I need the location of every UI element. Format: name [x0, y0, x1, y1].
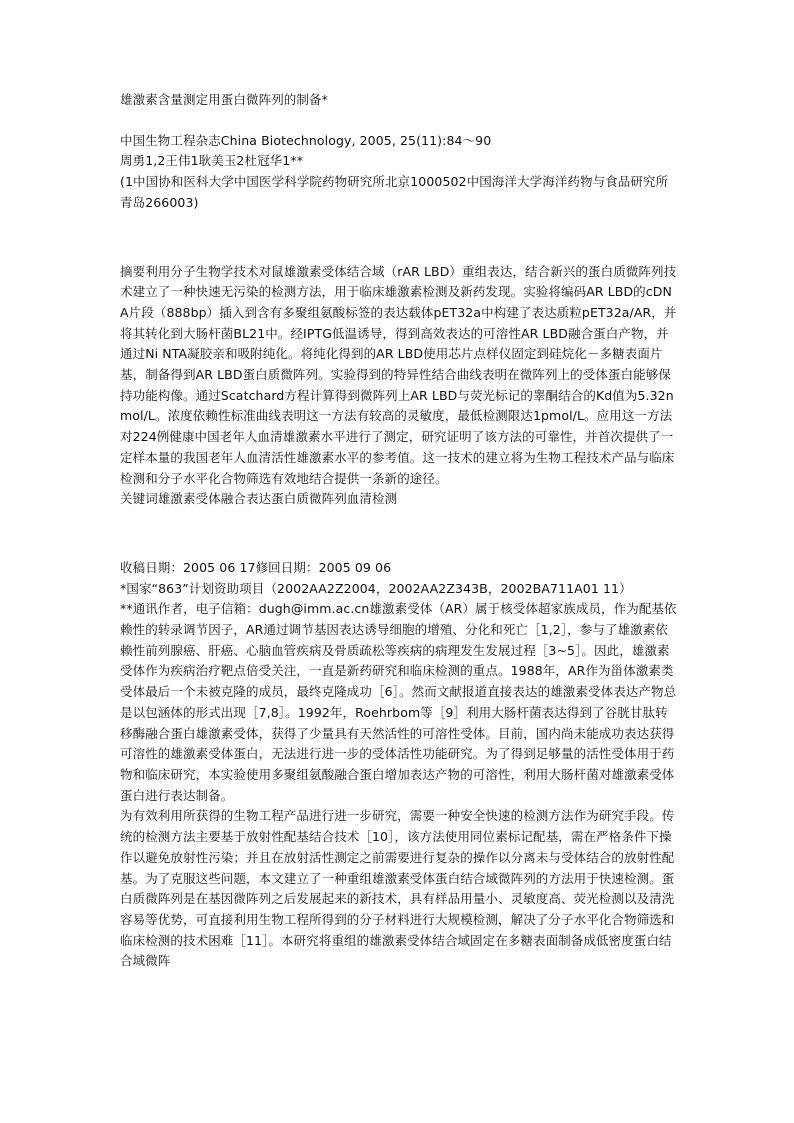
keywords: 关键词雄激素受体融合表达蛋白质微阵列血清检测 — [120, 491, 398, 507]
article-metadata — [120, 131, 680, 214]
document-page — [120, 90, 680, 972]
body-section — [120, 558, 680, 972]
abstract-section — [120, 262, 680, 510]
funding-note: *国家“863”计划资助项目（2002AA2Z2004，2002AA2Z343B，2002BA711A01 11） — [120, 580, 632, 596]
author-affiliation: (1中国协和医科大学中国医学科学院药物研究所北京1000502中国海洋大学海洋药物与食品研究所青岛266003) — [120, 174, 669, 210]
paper-title: 雄激素含量测定用蛋白微阵列的制备* — [120, 92, 328, 107]
body-paragraph: 为有效利用所获得的生物工程产品进行进一步研究，需要一种安全快速的检测方法作为研究手段。传统的检测方法主要基于放射性配基结合技术［10］，该方法使用同位素标记配基，需在严格条件下操作以避免放射性污染；并且在放射活性测定之前需要进行复杂的操作以分离未与受体结合的放射性配基。为了克服这些问题，本文建立了一种重组雄激素受体蛋白结合域微阵列的方法用于快速检测。蛋白质微阵列是在基因微阵列之后发展起来的新技术，具有样品用量小、灵敏度高、荧光检测以及清洗容易等优势，可直接利用生物工程所得到的分子材料进行大规模检测，解决了分子水平化合物筛选和临床检测的技术困难［11］。本研究将重组的雄激素受体结合域固定在多糖表面制备成低密度蛋白结合域微阵 — [120, 808, 675, 969]
body-paragraph: **通讯作者，电子信箱：dugh@imm.ac.cn雄激素受体（AR）属于核受体超家族成员，作为配基依赖性的转录调节因子，AR通过调节基因表达诱导细胞的增殖、分化和死亡［1,2］，参与了雄激素依赖性前列腺癌、肝癌、心脑血管疾病及骨质疏松等疾病的病理发生发展过程［3~5］。因此，雄激素受体作为疾病治疗靶点倍受关注，一直是新药研究和临床检测的重点。1988年，AR作为甾体激素类受体最后一个未被克隆的成员，最终克隆成功［6］。然而文献报道直接表达的雄激素受体表达产物总是以包涵体的形式出现［7,8］。1992年，Roehrbom等［9］利用大肠杆菌表达得到了谷胱甘肽转移酶融合蛋白雄激素受体，获得了少量具有天然活性的可溶性受体。目前，国内尚未能成功表达获得可溶性的雄激素受体蛋白，无法进行进一步的受体活性功能研究。为了得到足够量的活性受体用于药物和临床研究，本实验使用多聚组氨酸融合蛋白增加表达产物的可溶性，利用大肠杆菌对雄激素受体蛋白进行表达制备。 — [120, 601, 677, 803]
author-list: 周勇1,2王伟1耿美玉2杜冠华1** — [120, 153, 304, 169]
received-dates: 收稿日期：2005 06 17修回日期：2005 09 06 — [120, 559, 392, 575]
abstract-text: 摘要利用分子生物学技术对鼠雄激素受体结合域（rAR LBD）重组表达，结合新兴的蛋白质微阵列技术建立了一种快速无污染的检测方法，用于临床雄激素检测及新药发现。实验将编码AR LBD的cDNA片段（888bp）插入到含有多聚组氨酸标签的表达载体pET32a中构建了表达质粒pET32a/AR，并将其转化到大肠杆菌BL21中。经IPTG低温诱导，得到高效表达的可溶性AR LBD融合蛋白产物，并通过Ni NTA凝胶亲和吸附纯化。将纯化得到的AR LBD使用芯片点样仪固定到硅烷化－多糖表面片基，制备得到AR LBD蛋白质微阵列。实验得到的特异性结合曲线表明在微阵列上的受体蛋白能够保持功能构像。通过Scatchard方程计算得到微阵列上AR LBD与荧光标记的睾酮结合的Kd值为5.32nmol/L。浓度依赖性标准曲线表明这一方法有较高的灵敏度，最低检测限达1pmol/L。应用这一方法对224例健康中国老年人血清雄激素水平进行了测定，研究证明了该方法的可靠性，并首次提供了一定样本量的我国老年人血清活性雄激素水平的参考值。这一技术的建立将为生物工程技术产品与临床检测和分子水平化合物筛选有效地结合提供一条新的途径。 — [120, 263, 677, 486]
journal-citation: 中国生物工程杂志China Biotechnology, 2005, 25(11):84～90 — [120, 132, 492, 148]
